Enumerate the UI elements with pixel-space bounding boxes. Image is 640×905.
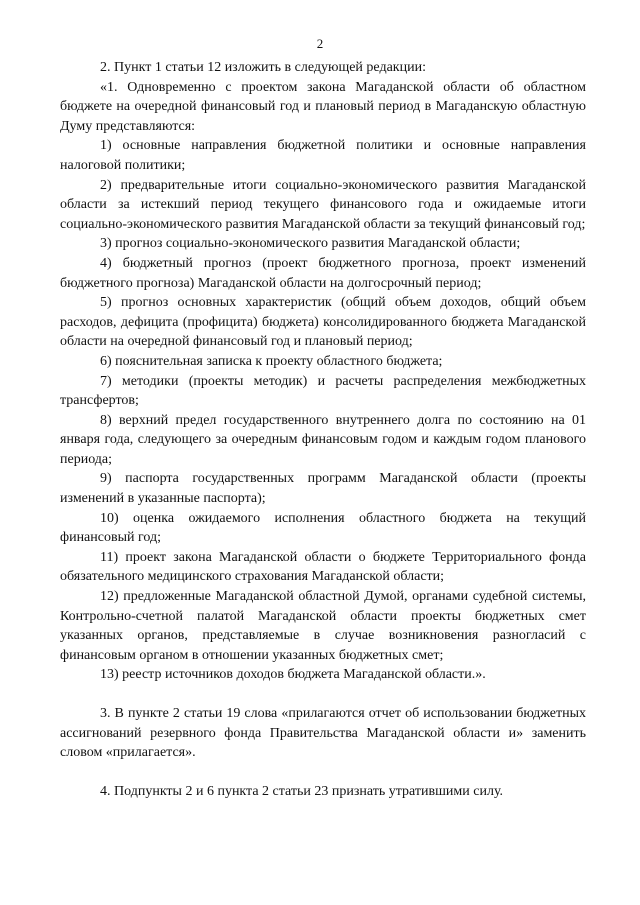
page-number: 2 — [316, 36, 324, 51]
list-item-1: 1) основные направления бюджетной политики и основные направления налоговой политики; — [60, 138, 586, 173]
document-body — [60, 58, 586, 801]
list-item-9: 9) паспорта государственных программ Магаданской области (проекты изменений в указанные паспорта); — [60, 471, 586, 507]
list-item-4: 4) бюджетный прогноз (проект бюджетного прогноза, проект изменений бюджетного прогноза) Магаданской области на долгосрочный период; — [60, 255, 586, 291]
list-item-2: 2) предварительные итоги социально-экономического развития Магаданской области за истекший период текущего финансового года и ожидаемые итоги социально-экономического развития Магаданской области за текущий финансовый год; — [60, 177, 586, 232]
paragraph-item-3: 3. В пункте 2 статьи 19 слова «прилагаются отчет об использовании бюджетных ассигнований резервного фонда Правительства Магаданской области и» заменить словом «прилагается». — [60, 706, 586, 761]
paragraph-item-1-intro: «1. Одновременно с проектом закона Магаданской области об областном бюджете на очередной финансовый год и плановый период в Магаданскую областную Думу представляются: — [60, 79, 586, 134]
list-item-7: 7) методики (проекты методик) и расчеты распределения межбюджетных трансфертов; — [60, 373, 586, 409]
list-item-8: 8) верхний предел государственного внутреннего долга по состоянию на 01 января года, следующего за очередным финансовым годом и каждым годом планового периода; — [60, 412, 586, 467]
list-item-3: 3) прогноз социально-экономического развития Магаданской области; — [100, 236, 521, 252]
list-item-5: 5) прогноз основных характеристик (общий объем доходов, общий объем расходов, дефицита (профицита) бюджета) консолидированного бюджета Магаданской области на очередной финансовый год и плановый период; — [60, 295, 586, 350]
list-item-11: 11) проект закона Магаданской области о бюджете Территориального фонда обязательного медицинского страхования Магаданской области; — [60, 549, 586, 585]
paragraph-item-4: 4. Подпункты 2 и 6 пункта 2 статьи 23 признать утратившими силу. — [100, 783, 504, 799]
list-item-13: 13) реестр источников доходов бюджета Магаданской области.». — [100, 667, 486, 683]
paragraph-item-2-heading: 2. Пункт 1 статьи 12 изложить в следующей редакции: — [100, 60, 426, 75]
list-item-10: 10) оценка ожидаемого исполнения областного бюджета на текущий финансовый год; — [60, 510, 586, 546]
list-item-6: 6) пояснительная записка к проекту областного бюджета; — [100, 353, 443, 369]
list-item-12: 12) предложенные Магаданской областной Думой, органами судебной системы, Контрольно-счетной палатой Магаданской области проекты бюджетных смет указанных органов, представляемые в случае возникновения разногласий с финансовым органом в отношении указанных бюджетных смет; — [60, 589, 586, 663]
